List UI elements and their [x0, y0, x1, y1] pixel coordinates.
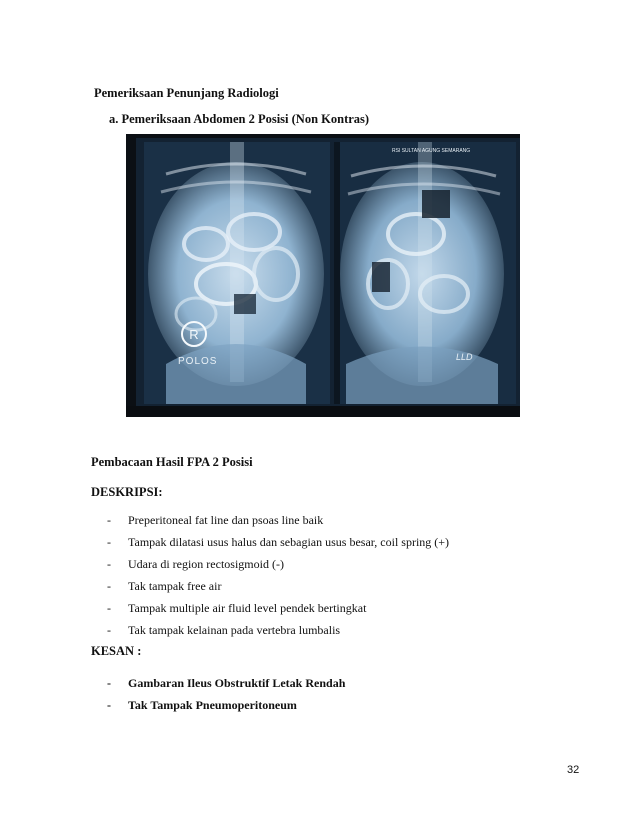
bullet-dash: -: [107, 535, 111, 549]
bullet-dash: -: [107, 698, 111, 712]
conclusion-list: [107, 675, 345, 719]
conclusion-title: KESAN :: [91, 644, 142, 658]
reading-title: Pembacaan Hasil FPA 2 Posisi: [91, 455, 253, 469]
list-item-text: Tampak dilatasi usus halus dan sebagian usus besar, coil spring (+): [128, 535, 450, 549]
list-item: [107, 622, 449, 644]
page-number: 32: [567, 764, 580, 776]
bullet-dash: -: [107, 601, 111, 615]
bullet-dash: -: [107, 676, 111, 690]
list-item-text: Tak tampak kelainan pada vertebra lumbalis: [128, 623, 341, 637]
list-item: [107, 512, 449, 534]
list-item-text: Tak tampak free air: [128, 579, 222, 593]
r-marker: R: [189, 327, 199, 342]
film-label-right: LLD: [456, 352, 473, 362]
description-title: DESKRIPSI:: [91, 485, 163, 499]
bullet-dash: -: [107, 513, 111, 527]
film-header-text: RSI SULTAN AGUNG SEMARANG: [392, 148, 471, 154]
list-item-text: Tak Tampak Pneumoperitoneum: [128, 698, 297, 712]
description-list: [107, 512, 449, 644]
list-item-text: Gambaran Ileus Obstruktif Letak Rendah: [128, 676, 346, 690]
subsection-title: a. Pemeriksaan Abdomen 2 Posisi (Non Kontras): [109, 112, 370, 126]
list-item-text: Tampak multiple air fluid level pendek bertingkat: [128, 601, 367, 615]
bullet-dash: -: [107, 557, 111, 571]
film-label-left: POLOS: [178, 356, 218, 367]
list-item: [107, 534, 449, 556]
list-item: [107, 600, 449, 622]
bullet-dash: -: [107, 579, 111, 593]
abdominal-xray-photo: [126, 134, 520, 417]
list-item: [107, 556, 449, 578]
list-item: [107, 675, 345, 697]
list-item: [107, 578, 449, 600]
list-item-text: Udara di region rectosigmoid (-): [128, 557, 284, 571]
list-item-text: Preperitoneal fat line dan psoas line baik: [128, 513, 324, 527]
bullet-dash: -: [107, 623, 111, 637]
section-title: Pemeriksaan Penunjang Radiologi: [94, 86, 279, 100]
list-item: [107, 697, 345, 719]
